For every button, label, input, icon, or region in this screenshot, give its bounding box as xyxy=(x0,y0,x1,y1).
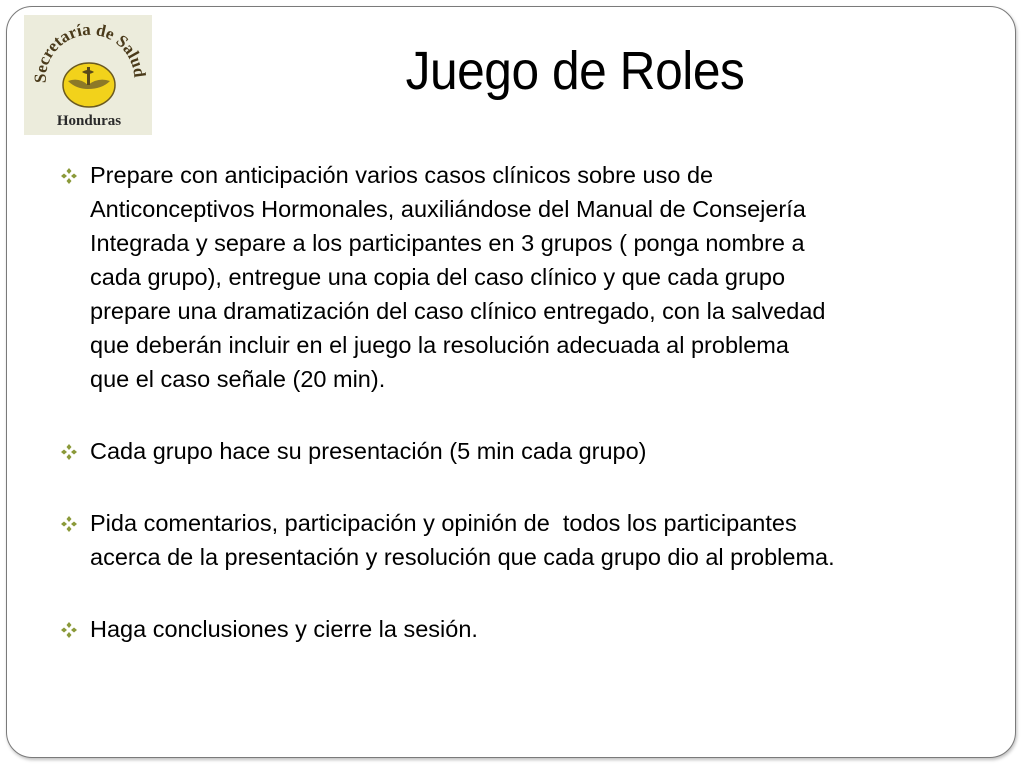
bullet-item xyxy=(60,434,1000,468)
bullet-text-line: Cada grupo hace su presentación (5 min cada grupo) xyxy=(90,438,647,464)
bullet-text-line: acerca de la presentación y resolución que cada grupo dio al problema. xyxy=(90,544,835,570)
bullet-text-line: que deberán incluir en el juego la resolución adecuada al problema xyxy=(90,332,789,358)
bullet-text-line: cada grupo), entregue una copia del caso clínico y que cada grupo xyxy=(90,264,786,290)
bullet-list xyxy=(60,158,1000,646)
bullet-text-line: Integrada y separe a los participantes en 3 grupos ( ponga nombre a xyxy=(90,230,805,256)
slide-title: Juego de Roles xyxy=(405,41,745,101)
bullet-item xyxy=(60,612,1000,646)
secretaria-de-salud-logo xyxy=(24,15,152,135)
bullet-text-line: Anticonceptivos Hormonales, auxiliándose del Manual de Consejería xyxy=(90,196,806,222)
seal-staff-icon xyxy=(87,67,90,85)
seal-graphic xyxy=(24,15,152,135)
bullet-text-line: prepare una dramatización del caso clínico entregado, con la salvedad xyxy=(90,298,826,324)
four-diamond-bullet-icon xyxy=(60,515,78,533)
seal-bottom-text: Honduras xyxy=(56,113,122,129)
bullet-item xyxy=(60,506,1000,574)
bullet-text-line: Prepare con anticipación varios casos clínicos sobre uso de xyxy=(90,162,714,188)
bullet-text-line: Pida comentarios, participación y opinión de todos los participantes xyxy=(90,510,797,536)
four-diamond-bullet-icon xyxy=(60,167,78,185)
four-diamond-bullet-icon xyxy=(60,621,78,639)
bullet-item xyxy=(60,158,1000,396)
bullet-text-line: que el caso señale (20 min). xyxy=(90,366,386,392)
seal-arc-text: Secretaría de Salud xyxy=(30,19,150,84)
bullet-text-line: Haga conclusiones y cierre la sesión. xyxy=(90,616,478,642)
four-diamond-bullet-icon xyxy=(60,443,78,461)
